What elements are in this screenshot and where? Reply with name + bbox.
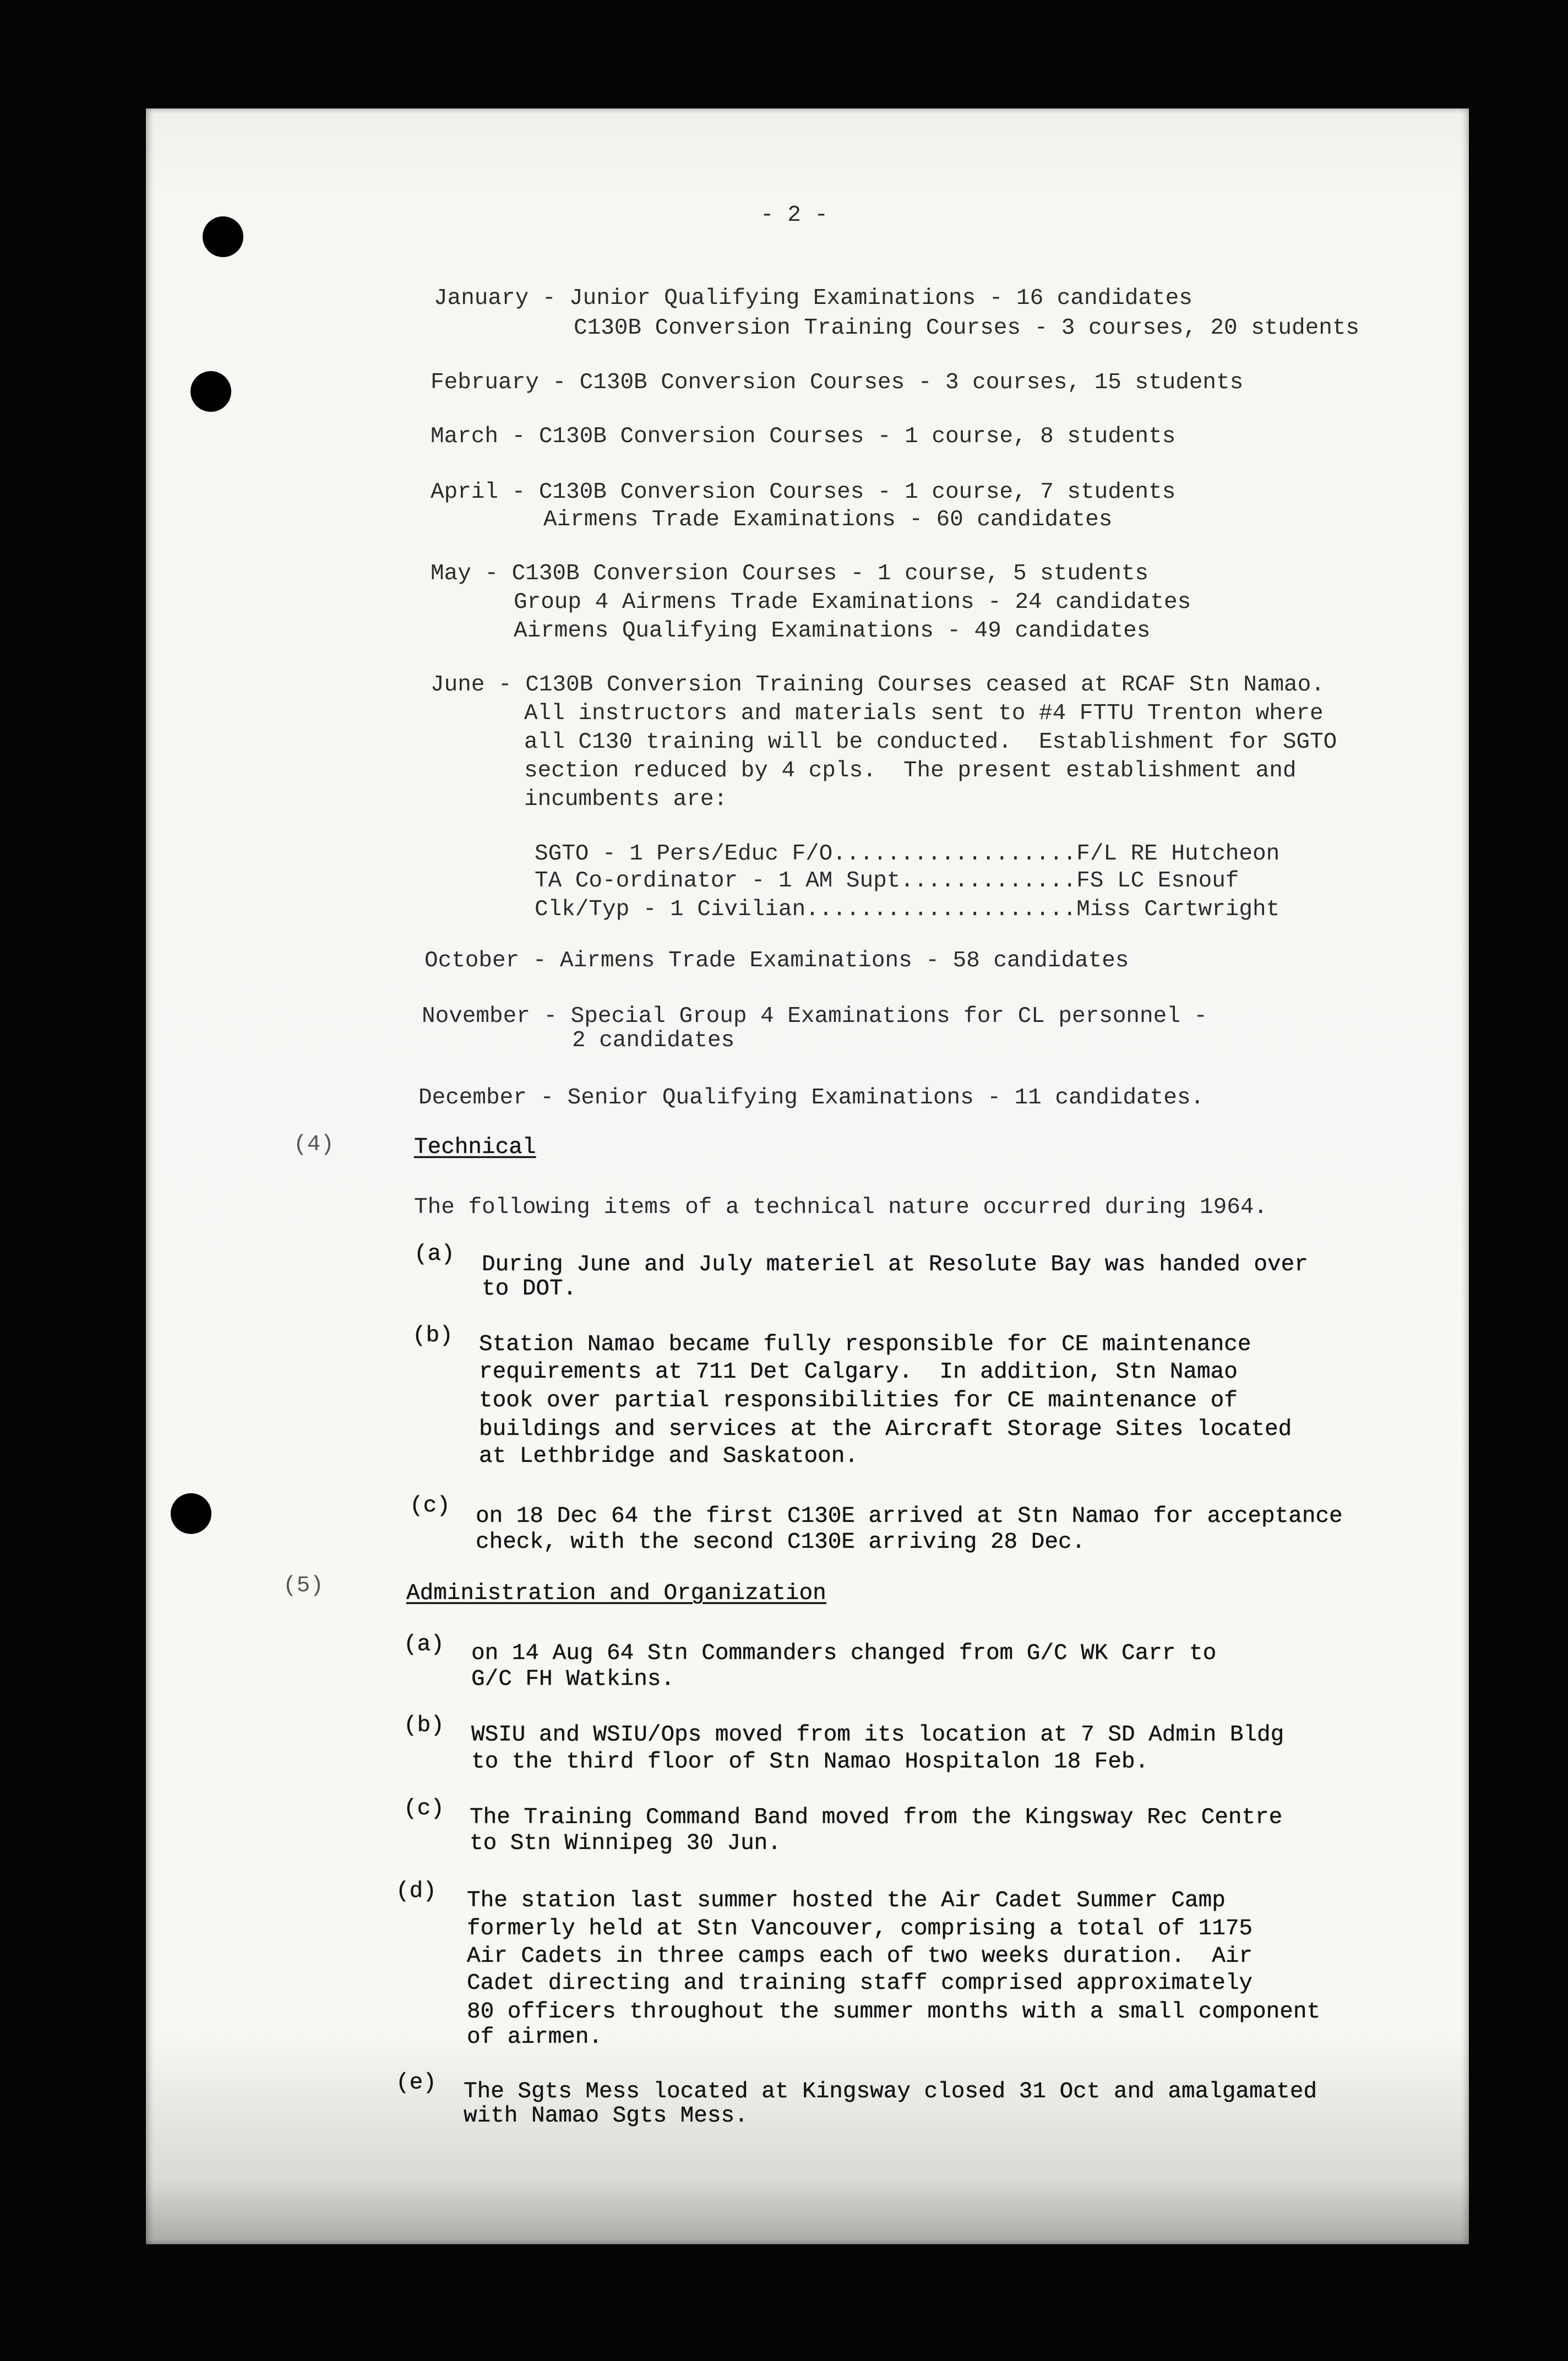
item-label: (b) <box>412 1323 453 1348</box>
schedule-line: 2 candidates <box>572 1028 735 1053</box>
schedule-line: section reduced by 4 cpls. The present establishment and <box>524 758 1297 784</box>
item-line: WSIU and WSIU/Ops moved from its location at 7 SD Admin Bldg <box>471 1722 1284 1748</box>
item-line: Air Cadets in three camps each of two weeks duration. Air <box>467 1944 1253 1969</box>
schedule-line: December - Senior Qualifying Examinations - 11 candidates. <box>418 1085 1205 1111</box>
section-number: (5) <box>283 1573 324 1598</box>
item-line: formerly held at Stn Vancouver, comprising a total of 1175 <box>467 1916 1253 1941</box>
schedule-line: January - Junior Qualifying Examinations - 16 candidates <box>434 286 1193 311</box>
punch-hole <box>190 371 231 412</box>
schedule-line: All instructors and materials sent to #4 FTTU Trenton where <box>524 701 1324 726</box>
schedule-line: all C130 training will be conducted. Establishment for SGTO <box>524 730 1337 755</box>
item-line: at Lethbridge and Saskatoon. <box>479 1444 858 1469</box>
item-label: (a) <box>414 1242 455 1267</box>
schedule-line: Group 4 Airmens Trade Examinations - 24 candidates <box>514 590 1191 615</box>
item-label: (b) <box>404 1713 444 1738</box>
item-line: check, with the second C130E arriving 28 Dec. <box>476 1530 1086 1555</box>
item-line: buildings and services at the Aircraft Storage Sites located <box>479 1417 1292 1442</box>
item-label: (d) <box>396 1879 437 1904</box>
section-heading: Administration and Organization <box>406 1581 826 1606</box>
item-line: Cadet directing and training staff comprised approximately <box>467 1971 1253 1996</box>
item-line: to DOT. <box>482 1276 577 1302</box>
item-label: (e) <box>396 2070 437 2096</box>
item-line: with Namao Sgts Mess. <box>464 2103 748 2129</box>
item-line: During June and July materiel at Resolute Bay was handed over <box>482 1252 1308 1277</box>
schedule-line: November - Special Group 4 Examinations for CL personnel - <box>422 1004 1208 1029</box>
item-line: Station Namao became fully responsible for CE maintenance <box>479 1332 1251 1357</box>
item-line: G/C FH Watkins. <box>471 1667 675 1692</box>
schedule-line: Airmens Qualifying Examinations - 49 candidates <box>514 618 1151 644</box>
item-line: requirements at 711 Det Calgary. In addition, Stn Namao <box>479 1359 1238 1385</box>
schedule-line: incumbents are: <box>524 787 728 812</box>
section-heading: Technical <box>414 1135 536 1160</box>
schedule-line: March - C130B Conversion Courses - 1 course, 8 students <box>431 424 1176 449</box>
item-line: to Stn Winnipeg 30 Jun. <box>470 1831 781 1856</box>
item-line: The station last summer hosted the Air Cadet Summer Camp <box>467 1888 1226 1913</box>
staff-line: Clk/Typ - 1 Civilian....................Miss Cartwright <box>535 897 1280 922</box>
staff-line: SGTO - 1 Pers/Educ F/O..................F/L RE Hutcheon <box>535 841 1280 867</box>
schedule-line: C130B Conversion Training Courses - 3 courses, 20 students <box>574 315 1360 341</box>
page-number: - 2 - <box>760 203 829 228</box>
item-line: The Training Command Band moved from the Kingsway Rec Centre <box>470 1805 1283 1830</box>
item-line: of airmen. <box>467 2025 603 2050</box>
item-line: on 14 Aug 64 Stn Commanders changed from G/C WK Carr to <box>471 1641 1217 1666</box>
item-line: The Sgts Mess located at Kingsway closed 31 Oct and amalgamated <box>464 2079 1317 2104</box>
item-label: (a) <box>404 1632 444 1657</box>
item-line: 80 officers throughout the summer months with a small component <box>467 1999 1321 2025</box>
punch-hole <box>203 216 243 257</box>
schedule-line: October - Airmens Trade Examinations - 58 candidates <box>424 948 1129 973</box>
section-intro: The following items of a technical nature occurred during 1964. <box>414 1195 1268 1220</box>
item-line: to the third floor of Stn Namao Hospitalon 18 Feb. <box>471 1749 1149 1775</box>
schedule-line: May - C130B Conversion Courses - 1 course, 5 students <box>431 561 1149 586</box>
item-label: (c) <box>410 1493 450 1519</box>
schedule-line: Airmens Trade Examinations - 60 candidates <box>543 507 1113 532</box>
staff-line: TA Co-ordinator - 1 AM Supt.............FS LC Esnouf <box>535 868 1239 894</box>
punch-hole <box>171 1493 211 1534</box>
item-label: (c) <box>404 1796 444 1821</box>
section-number: (4) <box>293 1132 334 1157</box>
schedule-line: June - C130B Conversion Training Courses ceased at RCAF Stn Namao. <box>431 672 1325 698</box>
item-line: took over partial responsibilities for CE maintenance of <box>479 1388 1238 1413</box>
item-line: on 18 Dec 64 the first C130E arrived at Stn Namao for acceptance <box>476 1504 1343 1529</box>
schedule-line: April - C130B Conversion Courses - 1 course, 7 students <box>431 480 1176 505</box>
schedule-line: February - C130B Conversion Courses - 3 courses, 15 students <box>431 370 1244 395</box>
